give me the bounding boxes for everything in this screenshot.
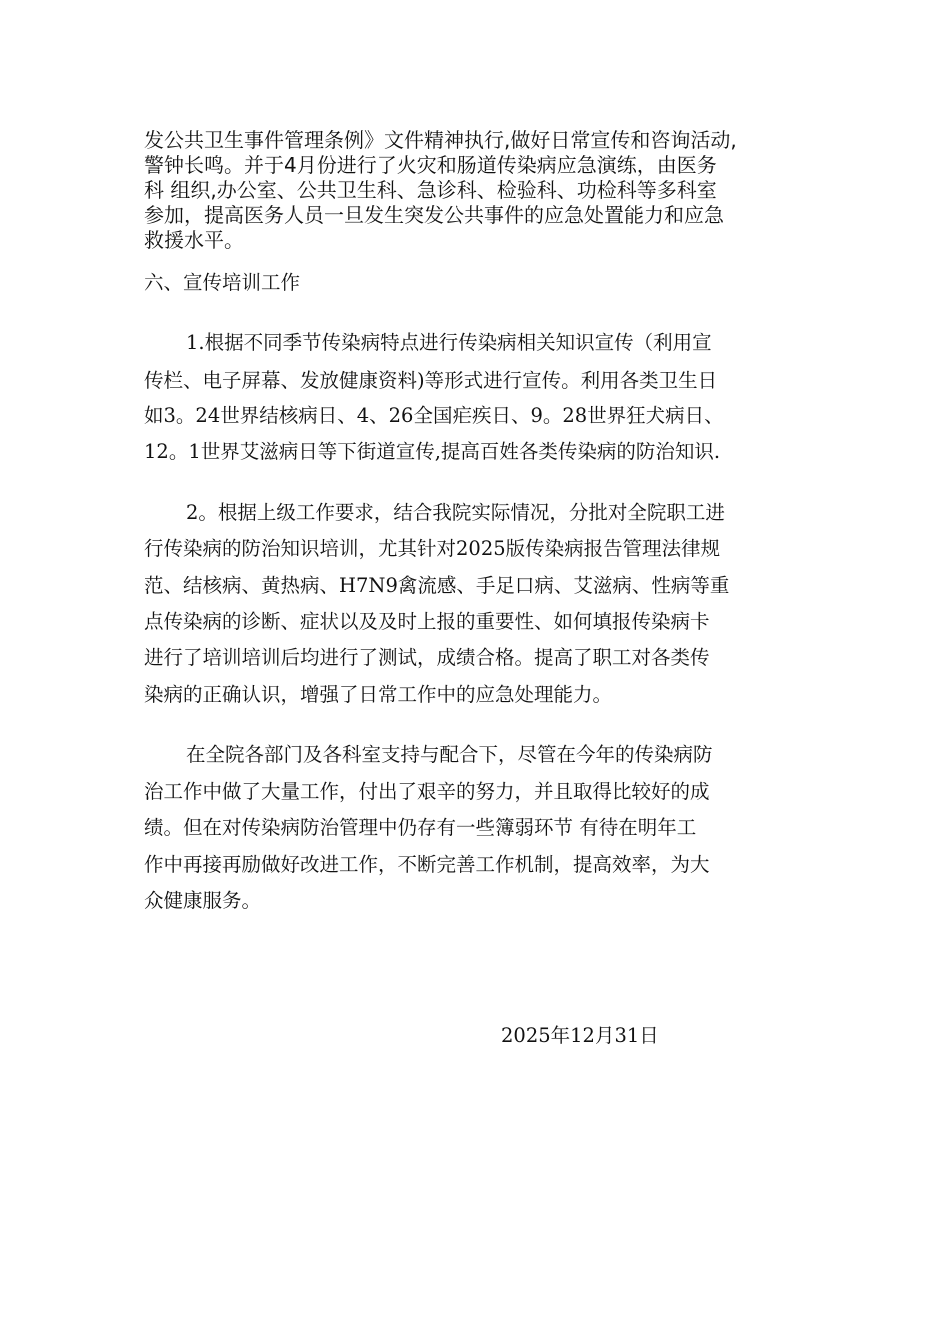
intro-line: 发公共卫生事件管理条例》文件精神执行,做好日常宣传和咨询活动, [144, 128, 737, 152]
intro-line: 警钟长鸣。并于4月份进行了火灾和肠道传染病应急演练，由医务 [144, 153, 717, 177]
training-item-1-line: 1.根据不同季节传染病特点进行传染病相关知识宣传（利用宣 [186, 331, 712, 354]
training-item-1-line: 传栏、电子屏幕、发放健康资料)等形式进行宣传。利用各类卫生日 [144, 369, 718, 392]
training-item-2-line: 点传染病的诊断、症状以及及时上报的重要性、如何填报传染病卡 [144, 610, 710, 633]
training-item-1-line: 12。1世界艾滋病日等下街道宣传,提高百姓各类传染病的防治知识. [144, 440, 721, 463]
intro-line: 科 组织,办公室、公共卫生科、急诊科、检验科、功检科等多科室 [144, 178, 717, 202]
intro-line: 参加，提高医务人员一旦发生突发公共事件的应急处置能力和应急 [144, 203, 724, 227]
training-item-2-line: 进行了培训培训后均进行了测试，成绩合格。提高了职工对各类传 [144, 646, 710, 669]
closing-line: 众健康服务。 [144, 889, 262, 912]
training-item-2-line: 行传染病的防治知识培训，尤其针对2025版传染病报告管理法律规 [144, 537, 721, 560]
signature-date: 2025年12月31日 [501, 1024, 659, 1047]
closing-line: 作中再接再励做好改进工作，不断完善工作机制，提高效率，为大 [144, 853, 710, 876]
closing-line: 治工作中做了大量工作，付出了艰辛的努力，并且取得比较好的成 [144, 780, 710, 803]
intro-line: 救援水平。 [144, 228, 244, 252]
closing-line: 在全院各部门及各科室支持与配合下，尽管在今年的传染病防 [186, 743, 713, 766]
closing-line: 绩。但在对传染病防治管理中仍存有一些簿弱环节 有待在明年工 [144, 816, 697, 839]
training-item-2-line: 2。根据上级工作要求，结合我院实际情况，分批对全院职工进 [186, 501, 725, 524]
training-item-2-line: 范、结核病、黄热病、H7N9禽流感、手足口病、艾滋病、性病等重 [144, 574, 730, 597]
section-heading: 六、宣传培训工作 [144, 271, 301, 294]
training-item-1-line: 如3。24世界结核病日、4、26全国疟疾日、9。28世界狂犬病日、 [144, 404, 724, 427]
training-item-2-line: 染病的正确认识，增强了日常工作中的应急处理能力。 [144, 683, 613, 706]
